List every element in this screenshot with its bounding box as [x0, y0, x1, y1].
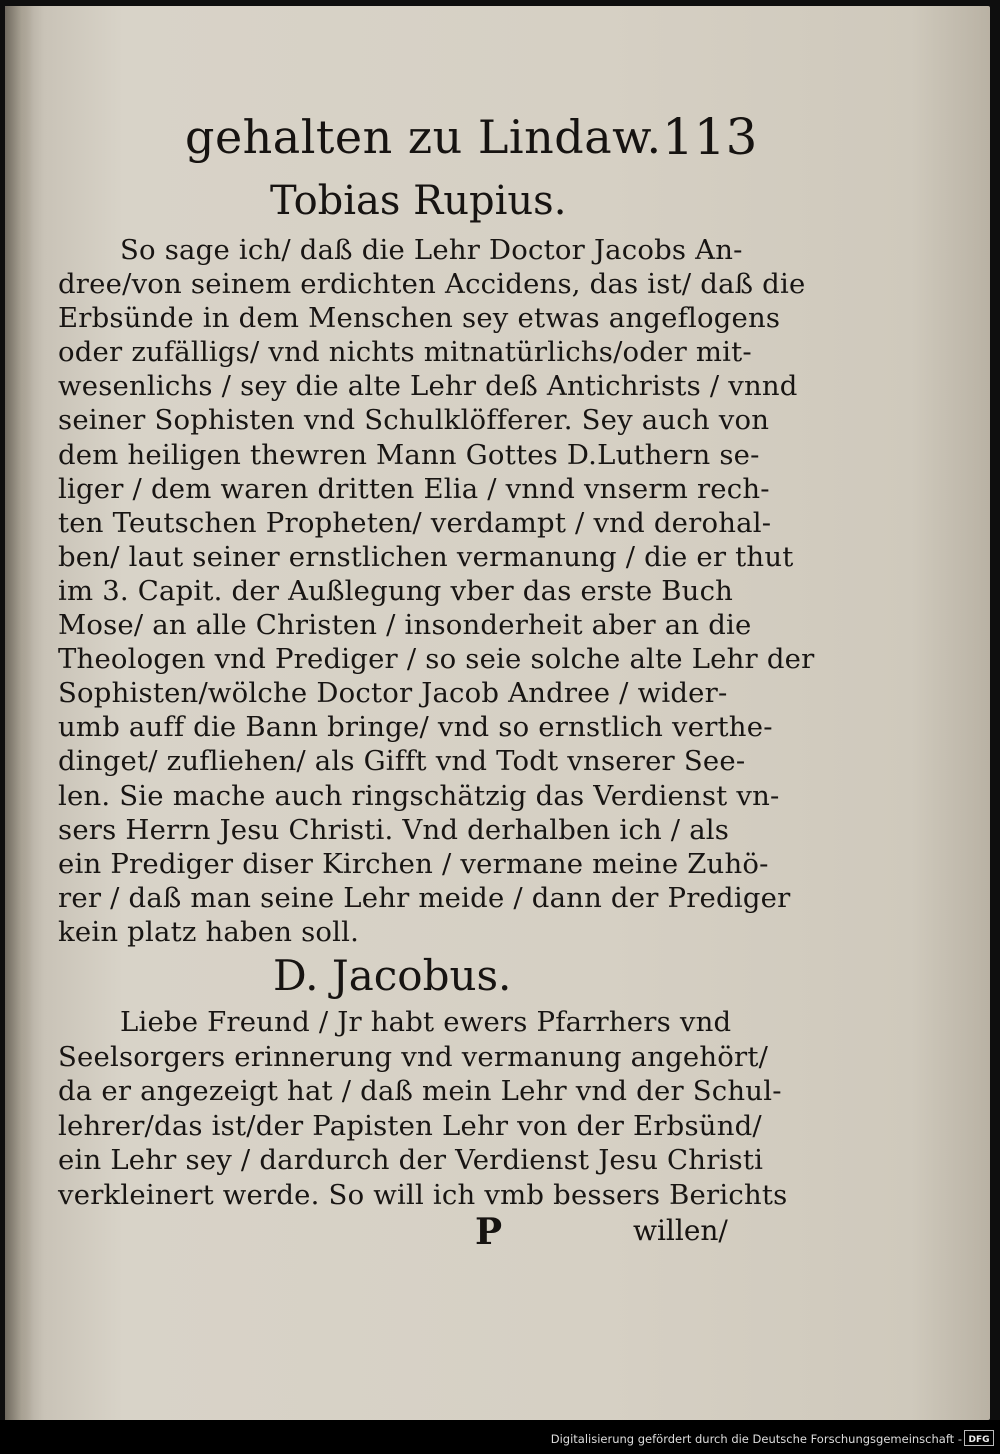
text-line: So sage ich/ daß die Lehr Doctor Jacobs An- — [120, 234, 743, 266]
text-line: ben/ laut seiner ernstlichen vermanung / die er thut — [58, 540, 794, 573]
text-line: sers Herrn Jesu Christi. Vnd derhalben ich / als — [58, 813, 730, 846]
dfg-logo-icon — [964, 1430, 994, 1446]
text-line: oder zufälligs/ vnd nichts mitnatürlichs/oder mit- — [58, 336, 752, 369]
text-line: ein Lehr sey / dardurch der Verdienst Jesu Christi — [58, 1144, 764, 1177]
book-page — [5, 6, 990, 1420]
text-line: wesenlichs / sey die alte Lehr deß Antichrists / vnnd — [58, 370, 798, 403]
text-line: ten Teutschen Propheten/ verdampt / vnd derohal- — [58, 506, 772, 539]
text-line: dem heiligen thewren Mann Gottes D.Luthern se- — [58, 438, 760, 471]
text-line: ein Prediger diser Kirchen / vermane meine Zuhö- — [58, 847, 769, 880]
text-line: im 3. Capit. der Außlegung vber das erste Buch — [58, 574, 734, 607]
dfg-logo-graphic — [966, 1432, 992, 1444]
text-line: kein platz haben soll. — [58, 915, 360, 948]
footer-bar — [0, 1420, 1000, 1454]
signature-mark: P — [475, 1211, 503, 1253]
page-gutter-shadow — [5, 6, 33, 1420]
paragraph-jacobus — [58, 1005, 788, 1213]
funding-credit: Digitalisierung gefördert durch die Deutsche Forschungsgemeinschaft - — [550, 1432, 962, 1446]
text-line: da er angezeigt hat / daß mein Lehr vnd der Schul- — [58, 1075, 782, 1108]
text-line: dree/von seinem erdichten Accidens, das ist/ daß die — [58, 268, 806, 301]
text-line: lehrer/das ist/der Papisten Lehr von der Erbsünd/ — [58, 1109, 762, 1142]
text-line: Mose/ an alle Christen / insonderheit aber an die — [58, 609, 752, 642]
speaker-heading-jacobus: D. Jacobus. — [273, 951, 512, 1000]
text-line: seiner Sophisten vnd Schulklöfferer. Sey auch von — [58, 404, 770, 437]
text-line: verkleinert werde. So will ich vmb bessers Berichts — [58, 1178, 788, 1211]
dfg-logo-text: DFG — [968, 1435, 990, 1445]
text-line: rer / daß man seine Lehr meide / dann der Prediger — [58, 881, 791, 914]
text-line: len. Sie mache auch ringschätzig das Verdienst vn- — [58, 779, 780, 812]
text-line: Liebe Freund / Jr habt ewers Pfarrhers vnd — [120, 1006, 732, 1038]
text-line: Sophisten/wölche Doctor Jacob Andree / wider- — [58, 677, 728, 710]
running-title: gehalten zu Lindaw. — [185, 110, 662, 164]
text-line: umb auff die Bann bringe/ vnd so ernstlich verthe- — [58, 711, 773, 744]
page-header — [5, 106, 990, 176]
speaker-heading-rupius: Tobias Rupius. — [270, 178, 567, 224]
text-line: liger / dem waren dritten Elia / vnnd vnserm rech- — [58, 472, 770, 505]
text-line: dinget/ zufliehen/ als Gifft vnd Todt vnserer See- — [58, 745, 746, 778]
paragraph-rupius — [58, 233, 815, 949]
text-line: Seelsorgers erinnerung vnd vermanung angehört/ — [58, 1040, 769, 1073]
catchword: willen/ — [633, 1214, 728, 1247]
text-line: Erbsünde in dem Menschen sey etwas angeflogens — [58, 302, 781, 335]
page-number: 113 — [662, 108, 758, 166]
text-line: Theologen vnd Prediger / so seie solche alte Lehr der — [58, 643, 815, 676]
